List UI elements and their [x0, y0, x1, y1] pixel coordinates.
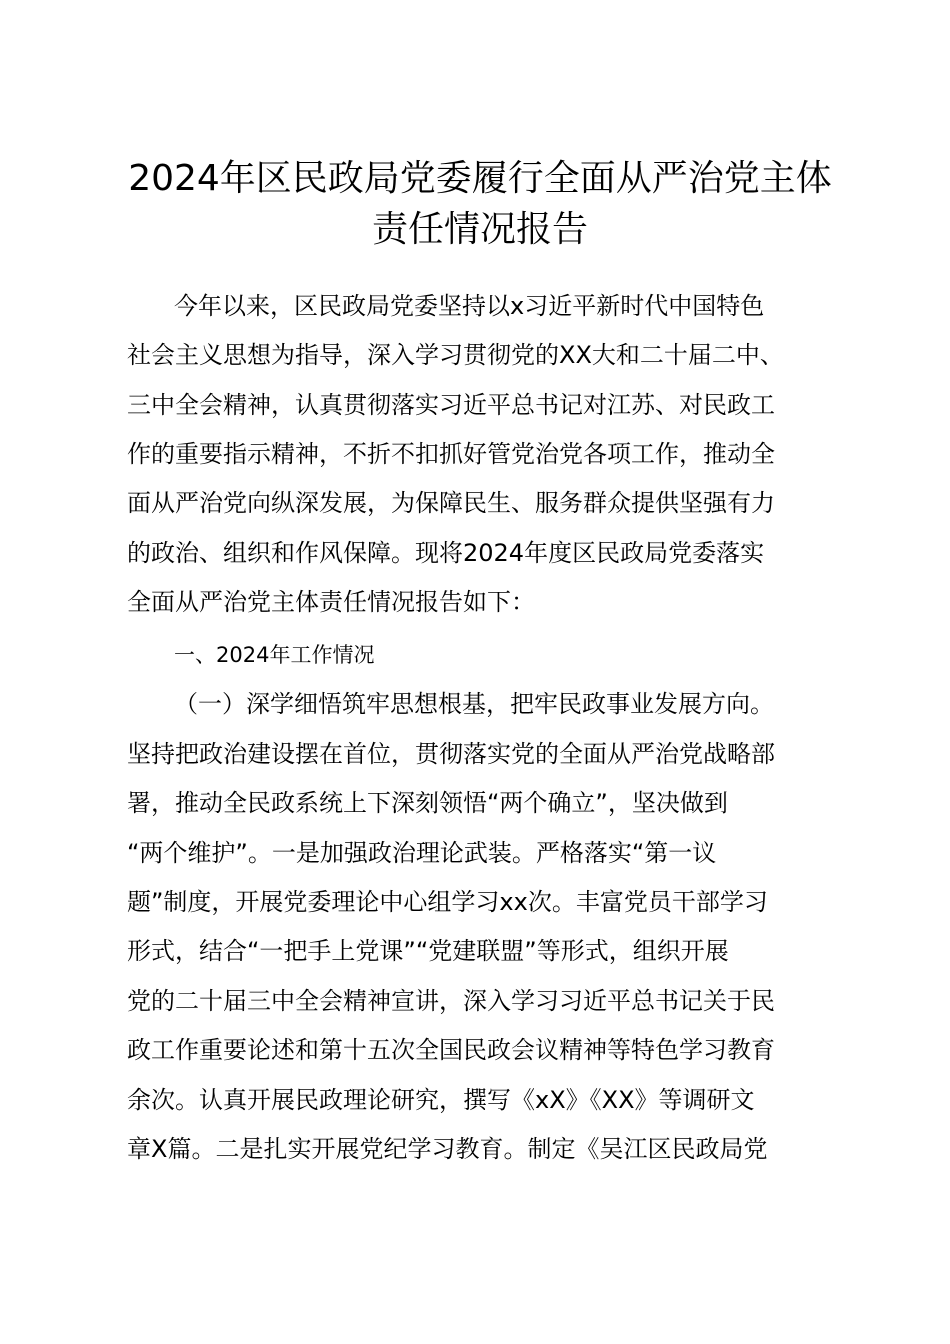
- intro-line: 全面从严治党主体责任情况报告如下：: [127, 588, 535, 616]
- intro-line: 今年以来，区民政局党委坚持以x习近平新时代中国特色: [174, 292, 765, 320]
- intro-line: 三中全会精神，认真贯彻落实习近平总书记对江苏、对民政工: [127, 391, 775, 419]
- body-line: 政工作重要论述和第十五次全国民政会议精神等特色学习教育: [127, 1036, 775, 1064]
- body-line: “两个维护”。一是加强政治理论武装。严格落实“第一议: [127, 839, 717, 867]
- body-line: 题”制度，开展党委理论中心组学习xx次。丰富党员干部学习: [127, 888, 768, 916]
- intro-line: 的政治、组织和作风保障。现将2024年度区民政局党委落实: [127, 539, 765, 567]
- document-title-line-2: 责任情况报告: [371, 209, 588, 250]
- body-line: （一）深学细悟筑牢思想根基，把牢民政事业发展方向。: [174, 690, 774, 718]
- body-line: 坚持把政治建设摆在首位，贯彻落实党的全面从严治党战略部: [127, 740, 775, 768]
- document-title-line-1: 2024年区民政局党委履行全面从严治党主体: [128, 158, 832, 199]
- section-heading: 一、2024年工作情况: [174, 643, 375, 667]
- body-line: 党的二十届三中全会精神宣讲，深入学习习近平总书记关于民: [127, 987, 775, 1015]
- body-line: 形式，结合“一把手上党课”“党建联盟”等形式，组织开展: [127, 937, 729, 965]
- intro-line: 面从严治党向纵深发展，为保障民生、服务群众提供坚强有力: [127, 489, 775, 517]
- body-line: 章X篇。二是扎实开展党纪学习教育。制定《吴江区民政局党: [127, 1135, 768, 1163]
- intro-line: 作的重要指示精神，不折不扣抓好管党治党各项工作，推动全: [127, 440, 775, 468]
- body-line: 余次。认真开展民政理论研究，撰写《xX》《XX》等调研文: [127, 1086, 755, 1114]
- body-line: 署，推动全民政系统上下深刻领悟“两个确立”，坚决做到: [127, 789, 728, 817]
- intro-line: 社会主义思想为指导，深入学习贯彻党的XX大和二十届二中、: [127, 341, 784, 369]
